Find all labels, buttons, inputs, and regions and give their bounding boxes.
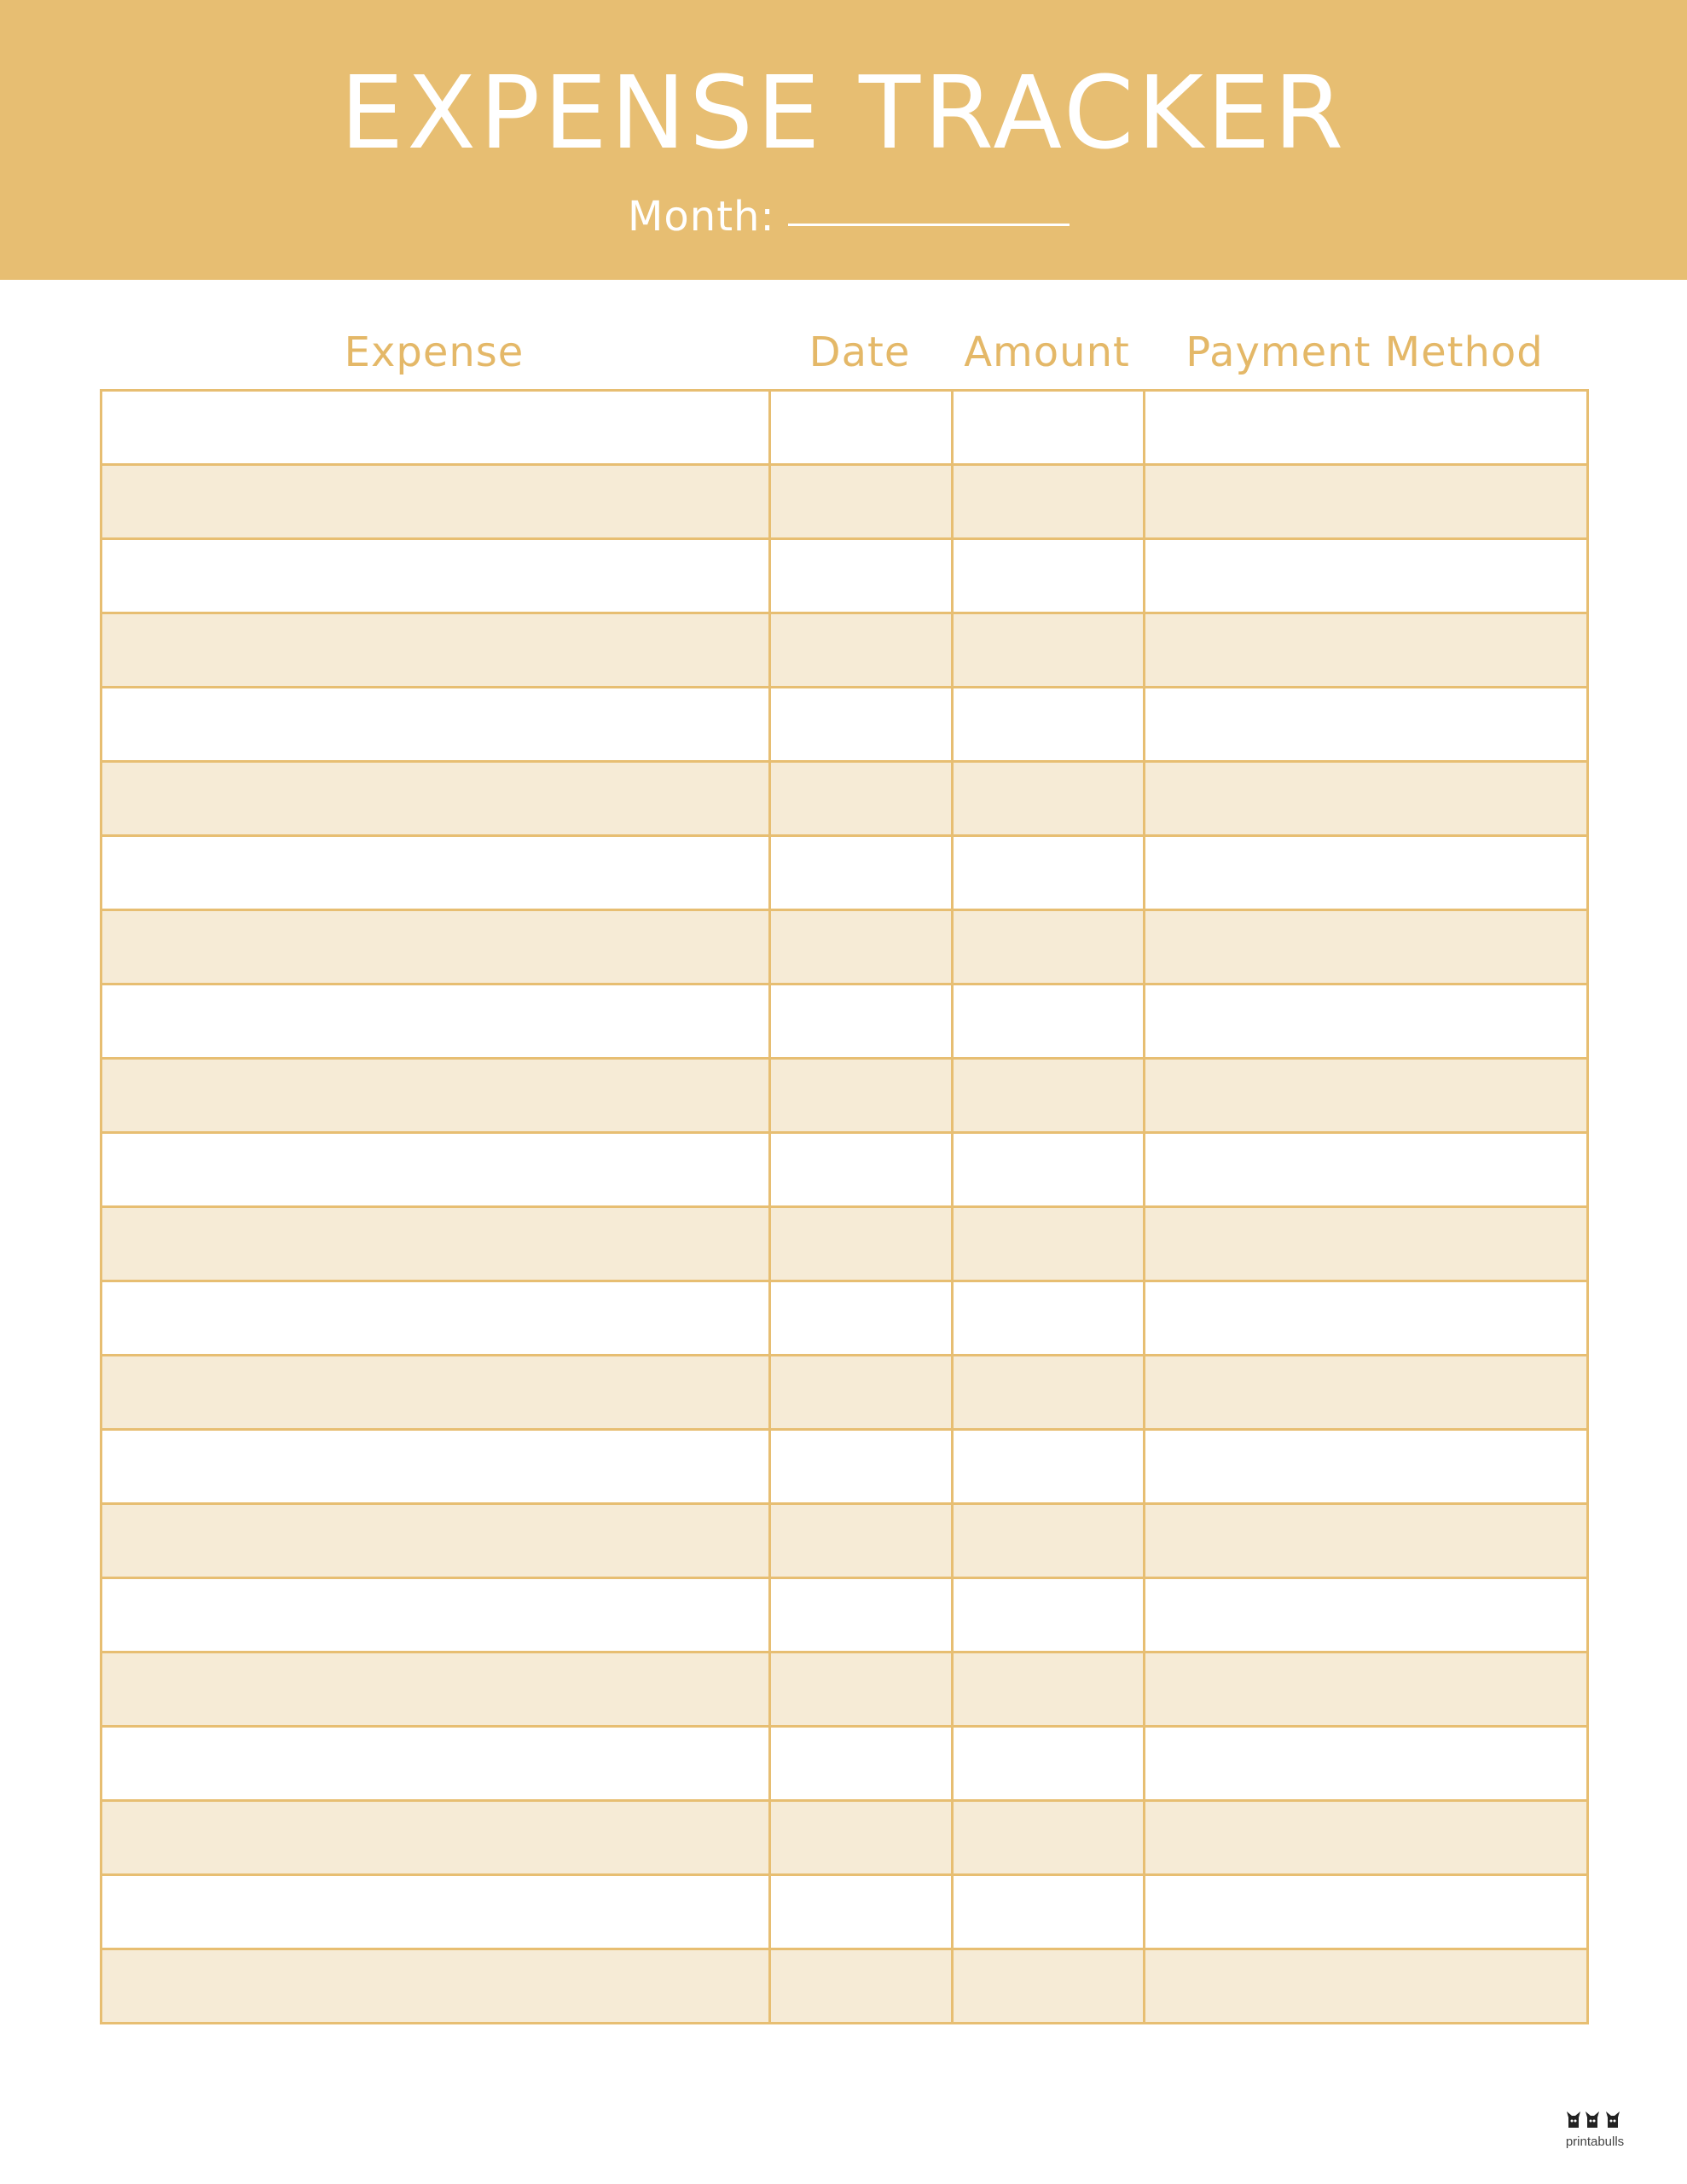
amount-cell[interactable]: [953, 910, 1145, 985]
amount-cell[interactable]: [953, 465, 1145, 539]
brand-text: printabulls: [1565, 2135, 1625, 2149]
amount-cell[interactable]: [953, 1801, 1145, 1875]
expense-table: [100, 389, 1589, 2024]
expense-cell[interactable]: [101, 1207, 770, 1281]
payment-method-cell[interactable]: [1145, 688, 1588, 762]
expense-cell[interactable]: [101, 465, 770, 539]
amount-cell[interactable]: [953, 1207, 1145, 1281]
expense-cell[interactable]: [101, 1801, 770, 1875]
amount-cell[interactable]: [953, 1133, 1145, 1207]
payment-method-cell[interactable]: [1145, 1133, 1588, 1207]
payment-method-cell[interactable]: [1145, 1504, 1588, 1578]
expense-cell[interactable]: [101, 985, 770, 1059]
amount-cell[interactable]: [953, 1949, 1145, 2024]
month-label: Month:: [628, 193, 775, 241]
date-cell[interactable]: [770, 1430, 953, 1504]
expense-cell[interactable]: [101, 1727, 770, 1801]
payment-method-cell[interactable]: [1145, 836, 1588, 910]
date-cell[interactable]: [770, 1727, 953, 1801]
table-row: [101, 762, 1588, 836]
payment-method-cell[interactable]: [1145, 465, 1588, 539]
expense-cell[interactable]: [101, 1653, 770, 1727]
amount-cell[interactable]: [953, 985, 1145, 1059]
bulldog-logo-icon: [1565, 2109, 1625, 2131]
amount-cell[interactable]: [953, 1504, 1145, 1578]
payment-method-cell[interactable]: [1145, 1578, 1588, 1653]
date-cell[interactable]: [770, 1356, 953, 1430]
column-header-payment-method: Payment Method: [1186, 328, 1544, 376]
payment-method-cell[interactable]: [1145, 1875, 1588, 1949]
table-row: [101, 688, 1588, 762]
expense-cell[interactable]: [101, 762, 770, 836]
table-row: [101, 1059, 1588, 1133]
table-row: [101, 1801, 1588, 1875]
payment-method-cell[interactable]: [1145, 985, 1588, 1059]
expense-cell[interactable]: [101, 1356, 770, 1430]
amount-cell[interactable]: [953, 688, 1145, 762]
page-title: EXPENSE TRACKER: [339, 54, 1348, 171]
column-header-date: Date: [809, 328, 911, 376]
amount-cell[interactable]: [953, 1727, 1145, 1801]
table-row: [101, 1653, 1588, 1727]
date-cell[interactable]: [770, 465, 953, 539]
expense-table-body: [101, 391, 1588, 2024]
date-cell[interactable]: [770, 1207, 953, 1281]
date-cell[interactable]: [770, 539, 953, 613]
expense-cell[interactable]: [101, 1281, 770, 1356]
date-cell[interactable]: [770, 1949, 953, 2024]
expense-cell[interactable]: [101, 1578, 770, 1653]
date-cell[interactable]: [770, 391, 953, 465]
date-cell[interactable]: [770, 1578, 953, 1653]
amount-cell[interactable]: [953, 1578, 1145, 1653]
amount-cell[interactable]: [953, 1875, 1145, 1949]
table-row: [101, 1133, 1588, 1207]
column-header-amount: Amount: [964, 328, 1130, 376]
payment-method-cell[interactable]: [1145, 1727, 1588, 1801]
amount-cell[interactable]: [953, 1281, 1145, 1356]
date-cell[interactable]: [770, 1059, 953, 1133]
header-band: [0, 0, 1687, 280]
payment-method-cell[interactable]: [1145, 539, 1588, 613]
expense-cell[interactable]: [101, 1059, 770, 1133]
table-row: [101, 910, 1588, 985]
table-row: [101, 985, 1588, 1059]
amount-cell[interactable]: [953, 613, 1145, 688]
date-cell[interactable]: [770, 1801, 953, 1875]
amount-cell[interactable]: [953, 1059, 1145, 1133]
table-row: [101, 539, 1588, 613]
month-row: [0, 186, 1687, 246]
payment-method-cell[interactable]: [1145, 1653, 1588, 1727]
payment-method-cell[interactable]: [1145, 1949, 1588, 2024]
payment-method-cell[interactable]: [1145, 762, 1588, 836]
date-cell[interactable]: [770, 613, 953, 688]
column-header-expense: Expense: [344, 328, 525, 376]
payment-method-cell[interactable]: [1145, 910, 1588, 985]
amount-cell[interactable]: [953, 1356, 1145, 1430]
date-cell[interactable]: [770, 910, 953, 985]
amount-cell[interactable]: [953, 539, 1145, 613]
date-cell[interactable]: [770, 1504, 953, 1578]
date-cell[interactable]: [770, 836, 953, 910]
payment-method-cell[interactable]: [1145, 1356, 1588, 1430]
expense-cell[interactable]: [101, 391, 770, 465]
amount-cell[interactable]: [953, 836, 1145, 910]
amount-cell[interactable]: [953, 762, 1145, 836]
payment-method-cell[interactable]: [1145, 1430, 1588, 1504]
payment-method-cell[interactable]: [1145, 391, 1588, 465]
expense-cell[interactable]: [101, 836, 770, 910]
month-blank-line[interactable]: [788, 224, 1070, 226]
table-row: [101, 1875, 1588, 1949]
date-cell[interactable]: [770, 688, 953, 762]
table-row: [101, 1949, 1588, 2024]
table-row: [101, 1504, 1588, 1578]
payment-method-cell[interactable]: [1145, 1207, 1588, 1281]
table-row: [101, 1207, 1588, 1281]
payment-method-cell[interactable]: [1145, 1059, 1588, 1133]
date-cell[interactable]: [770, 1875, 953, 1949]
table-row: [101, 465, 1588, 539]
table-row: [101, 1727, 1588, 1801]
date-cell[interactable]: [770, 1653, 953, 1727]
expense-cell[interactable]: [101, 1949, 770, 2024]
expense-cell[interactable]: [101, 910, 770, 985]
payment-method-cell[interactable]: [1145, 1281, 1588, 1356]
table-row: [101, 1281, 1588, 1356]
expense-cell[interactable]: [101, 1133, 770, 1207]
table-row: [101, 391, 1588, 465]
expense-cell[interactable]: [101, 1430, 770, 1504]
expense-cell[interactable]: [101, 613, 770, 688]
table-row: [101, 613, 1588, 688]
date-cell[interactable]: [770, 762, 953, 836]
brand-logo: [1552, 2109, 1638, 2150]
payment-method-cell[interactable]: [1145, 1801, 1588, 1875]
table-row: [101, 1356, 1588, 1430]
amount-cell[interactable]: [953, 1430, 1145, 1504]
payment-method-cell[interactable]: [1145, 613, 1588, 688]
table-row: [101, 1578, 1588, 1653]
table-row: [101, 1430, 1588, 1504]
expense-cell[interactable]: [101, 1875, 770, 1949]
expense-cell[interactable]: [101, 688, 770, 762]
expense-cell[interactable]: [101, 539, 770, 613]
expense-cell[interactable]: [101, 1504, 770, 1578]
amount-cell[interactable]: [953, 1653, 1145, 1727]
table-row: [101, 836, 1588, 910]
amount-cell[interactable]: [953, 391, 1145, 465]
date-cell[interactable]: [770, 985, 953, 1059]
date-cell[interactable]: [770, 1133, 953, 1207]
date-cell[interactable]: [770, 1281, 953, 1356]
